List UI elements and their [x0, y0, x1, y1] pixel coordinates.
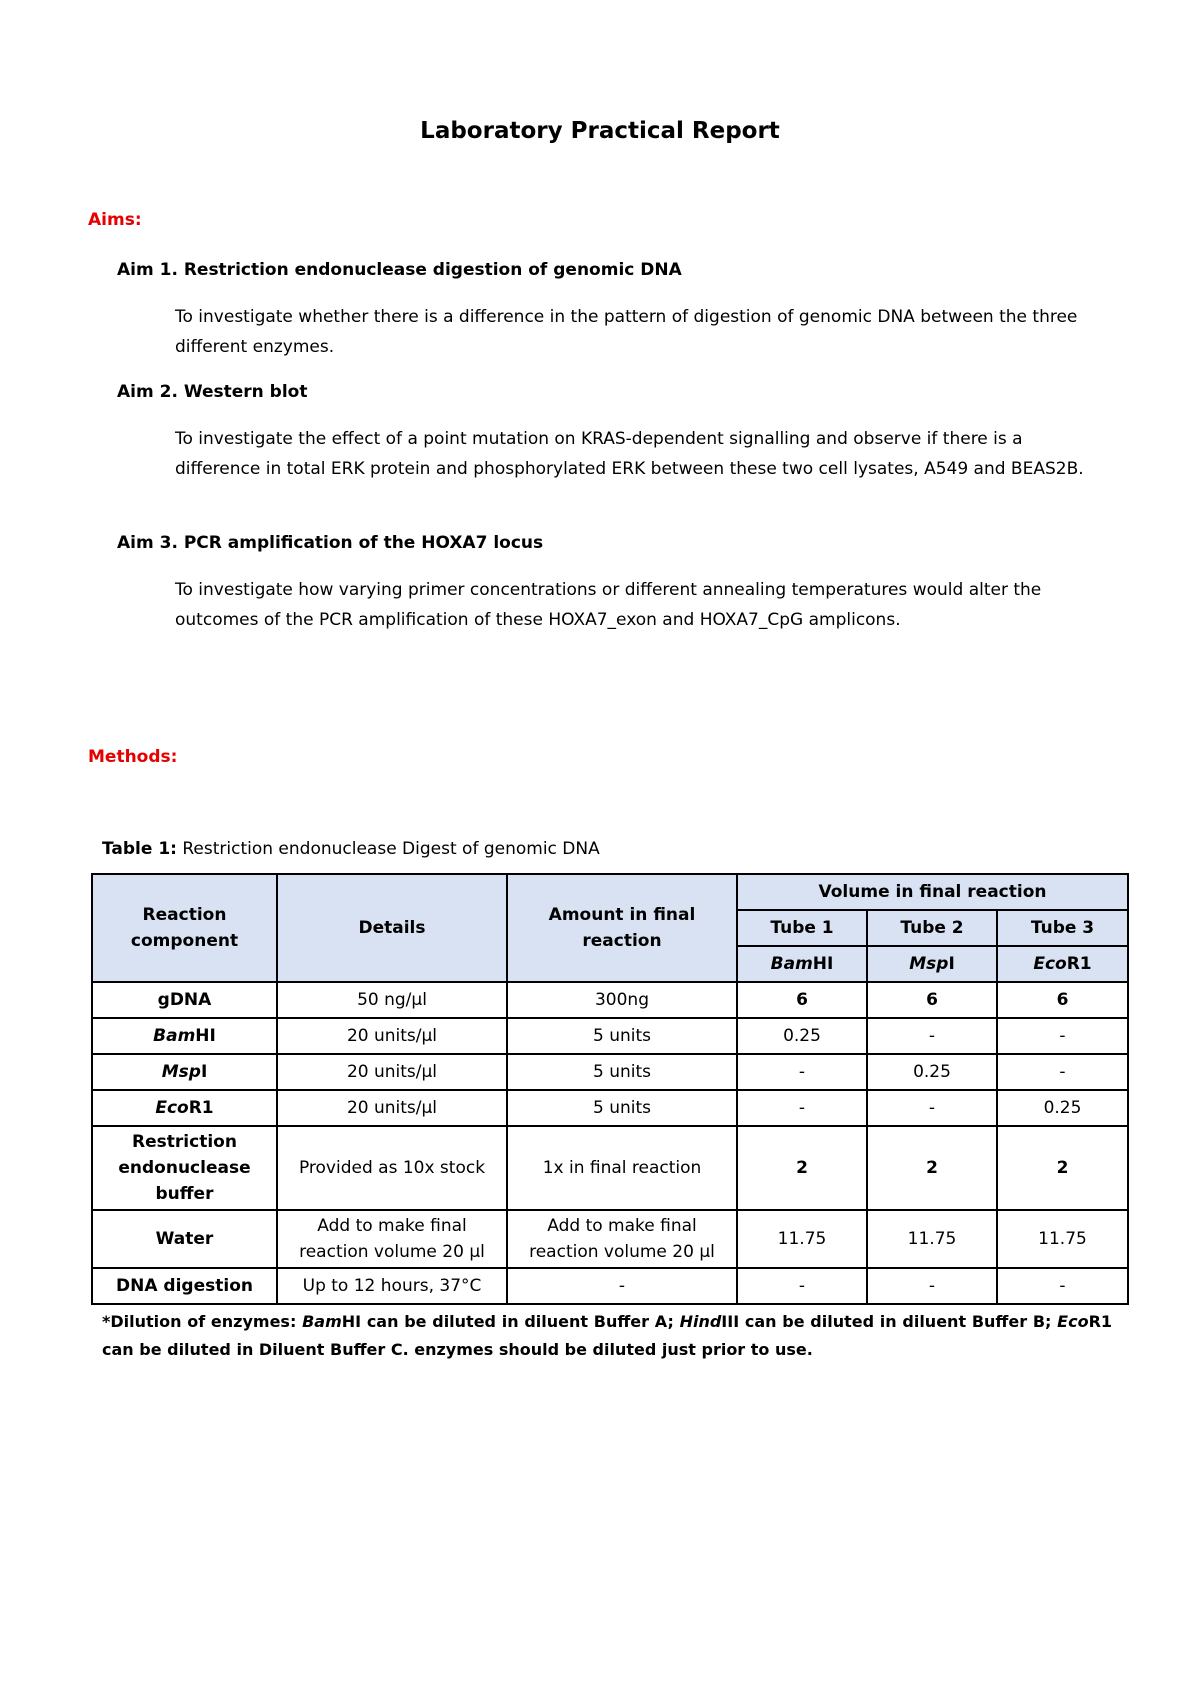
header-reaction-component: Reaction component — [92, 874, 277, 982]
row-amount: 5 units — [507, 1018, 737, 1054]
table-row-water — [92, 1210, 1128, 1268]
row-tube-3: - — [997, 1054, 1128, 1090]
row-tube-3: - — [997, 1018, 1128, 1054]
row-tube-2: 0.25 — [867, 1054, 997, 1090]
enzyme-2-plain: I — [948, 954, 955, 974]
row-details: 50 ng/µl — [277, 982, 507, 1018]
table-row-gdna — [92, 982, 1128, 1018]
header-enzyme-2 — [867, 946, 997, 982]
row-label — [92, 982, 277, 1018]
methods-heading: Methods: — [88, 747, 178, 767]
row-tube-2: - — [867, 1018, 997, 1054]
digest-table — [91, 873, 1129, 1305]
row-tube-1: 0.25 — [737, 1018, 867, 1054]
enzyme-3-plain: R1 — [1066, 954, 1092, 974]
row-label-plain: I — [200, 1062, 208, 1082]
table-caption-label: Table 1: — [102, 839, 177, 859]
enzyme-3-italic: Eco — [1033, 954, 1067, 974]
row-tube-1: - — [737, 1268, 867, 1304]
table-row-ecor1 — [92, 1090, 1128, 1126]
row-tube-1: - — [737, 1090, 867, 1126]
row-label-plain: Water — [155, 1229, 214, 1249]
row-details: Provided as 10x stock — [277, 1126, 507, 1210]
row-amount: 5 units — [507, 1090, 737, 1126]
row-amount: - — [507, 1268, 737, 1304]
footnote-enzyme-italic: Eco — [1057, 1312, 1089, 1331]
row-label-plain: gDNA — [157, 990, 212, 1010]
row-label-italic: Eco — [155, 1098, 189, 1118]
header-tube-2: Tube 2 — [867, 910, 997, 946]
row-label — [92, 1090, 277, 1126]
table-header-row — [92, 874, 1128, 910]
footnote-part: *Dilution of enzymes: — [102, 1312, 303, 1331]
row-amount: 300ng — [507, 982, 737, 1018]
footnote-enzyme-italic: Hind — [679, 1312, 722, 1331]
row-details: Add to make final reaction volume 20 µl — [277, 1210, 507, 1268]
row-details: 20 units/µl — [277, 1054, 507, 1090]
header-enzyme-3 — [997, 946, 1128, 982]
row-amount: 5 units — [507, 1054, 737, 1090]
row-label-italic: Bam — [153, 1026, 196, 1046]
row-details: 20 units/µl — [277, 1018, 507, 1054]
row-tube-3: - — [997, 1268, 1128, 1304]
footnote-part: R1 can be diluted in Diluent Buffer C. enzymes should be diluted just prior to use. — [102, 1312, 1113, 1359]
header-amount: Amount in final reaction — [507, 874, 737, 982]
footnote-enzyme-italic: Bam — [302, 1312, 342, 1331]
row-details: Up to 12 hours, 37°C — [277, 1268, 507, 1304]
table-row-mspi — [92, 1054, 1128, 1090]
row-amount: Add to make final reaction volume 20 µl — [507, 1210, 737, 1268]
row-tube-1: 11.75 — [737, 1210, 867, 1268]
row-tube-1: 6 — [737, 982, 867, 1018]
enzyme-2-italic: Msp — [909, 954, 949, 974]
header-volume: Volume in final reaction — [737, 874, 1128, 910]
table-row-bamhi — [92, 1018, 1128, 1054]
row-tube-2: - — [867, 1090, 997, 1126]
row-label-plain: DNA digestion — [116, 1276, 253, 1296]
row-details: 20 units/µl — [277, 1090, 507, 1126]
header-tube-3: Tube 3 — [997, 910, 1128, 946]
header-tube-1: Tube 1 — [737, 910, 867, 946]
aim-3-heading: Aim 3. PCR amplification of the HOXA7 locus — [117, 533, 544, 553]
row-tube-2: 6 — [867, 982, 997, 1018]
row-tube-2: 11.75 — [867, 1210, 997, 1268]
page-title: Laboratory Practical Report — [420, 118, 780, 144]
table-caption — [102, 839, 600, 859]
footnote-part: III can be diluted in diluent Buffer B; — [721, 1312, 1058, 1331]
row-tube-3: 11.75 — [997, 1210, 1128, 1268]
enzyme-1-plain: HI — [812, 954, 834, 974]
aim-2-text: To investigate the effect of a point mutation on KRAS-dependent signalling and observe if there is a difference in total ERK protein and phosphorylated ERK between these two cell lysates, A549 and BEAS2B. — [175, 429, 1084, 479]
row-label — [92, 1126, 277, 1210]
table-row-digestion — [92, 1268, 1128, 1304]
aim-2-heading: Aim 2. Western blot — [117, 382, 308, 402]
row-tube-3: 2 — [997, 1126, 1128, 1210]
row-tube-2: - — [867, 1268, 997, 1304]
row-tube-1: - — [737, 1054, 867, 1090]
table-footnote — [102, 1308, 1112, 1364]
row-tube-1: 2 — [737, 1126, 867, 1210]
row-label — [92, 1018, 277, 1054]
row-label-plain: R1 — [188, 1098, 214, 1118]
aims-heading: Aims: — [88, 210, 142, 230]
aim-3-text: To investigate how varying primer concentrations or different annealing temperatures would alter the outcomes of the PCR amplification of these HOXA7_exon and HOXA7_CpG amplicons. — [175, 580, 1042, 630]
row-label — [92, 1210, 277, 1268]
row-label — [92, 1054, 277, 1090]
row-tube-3: 0.25 — [997, 1090, 1128, 1126]
footnote-part: HI can be diluted in diluent Buffer A; — [341, 1312, 680, 1331]
header-enzyme-1 — [737, 946, 867, 982]
row-amount: 1x in final reaction — [507, 1126, 737, 1210]
row-label-plain: Restriction endonuclease buffer — [118, 1132, 251, 1204]
table-caption-text: Restriction endonuclease Digest of genomic DNA — [176, 839, 600, 859]
enzyme-1-italic: Bam — [770, 954, 813, 974]
row-tube-2: 2 — [867, 1126, 997, 1210]
table-row-buffer — [92, 1126, 1128, 1210]
aim-1-heading: Aim 1. Restriction endonuclease digestion of genomic DNA — [117, 260, 682, 280]
row-label — [92, 1268, 277, 1304]
aim-1-text: To investigate whether there is a difference in the pattern of digestion of genomic DNA between the three different enzymes. — [175, 307, 1078, 357]
row-label-italic: Msp — [161, 1062, 201, 1082]
row-tube-3: 6 — [997, 982, 1128, 1018]
header-details: Details — [277, 874, 507, 982]
row-label-plain: HI — [195, 1026, 216, 1046]
